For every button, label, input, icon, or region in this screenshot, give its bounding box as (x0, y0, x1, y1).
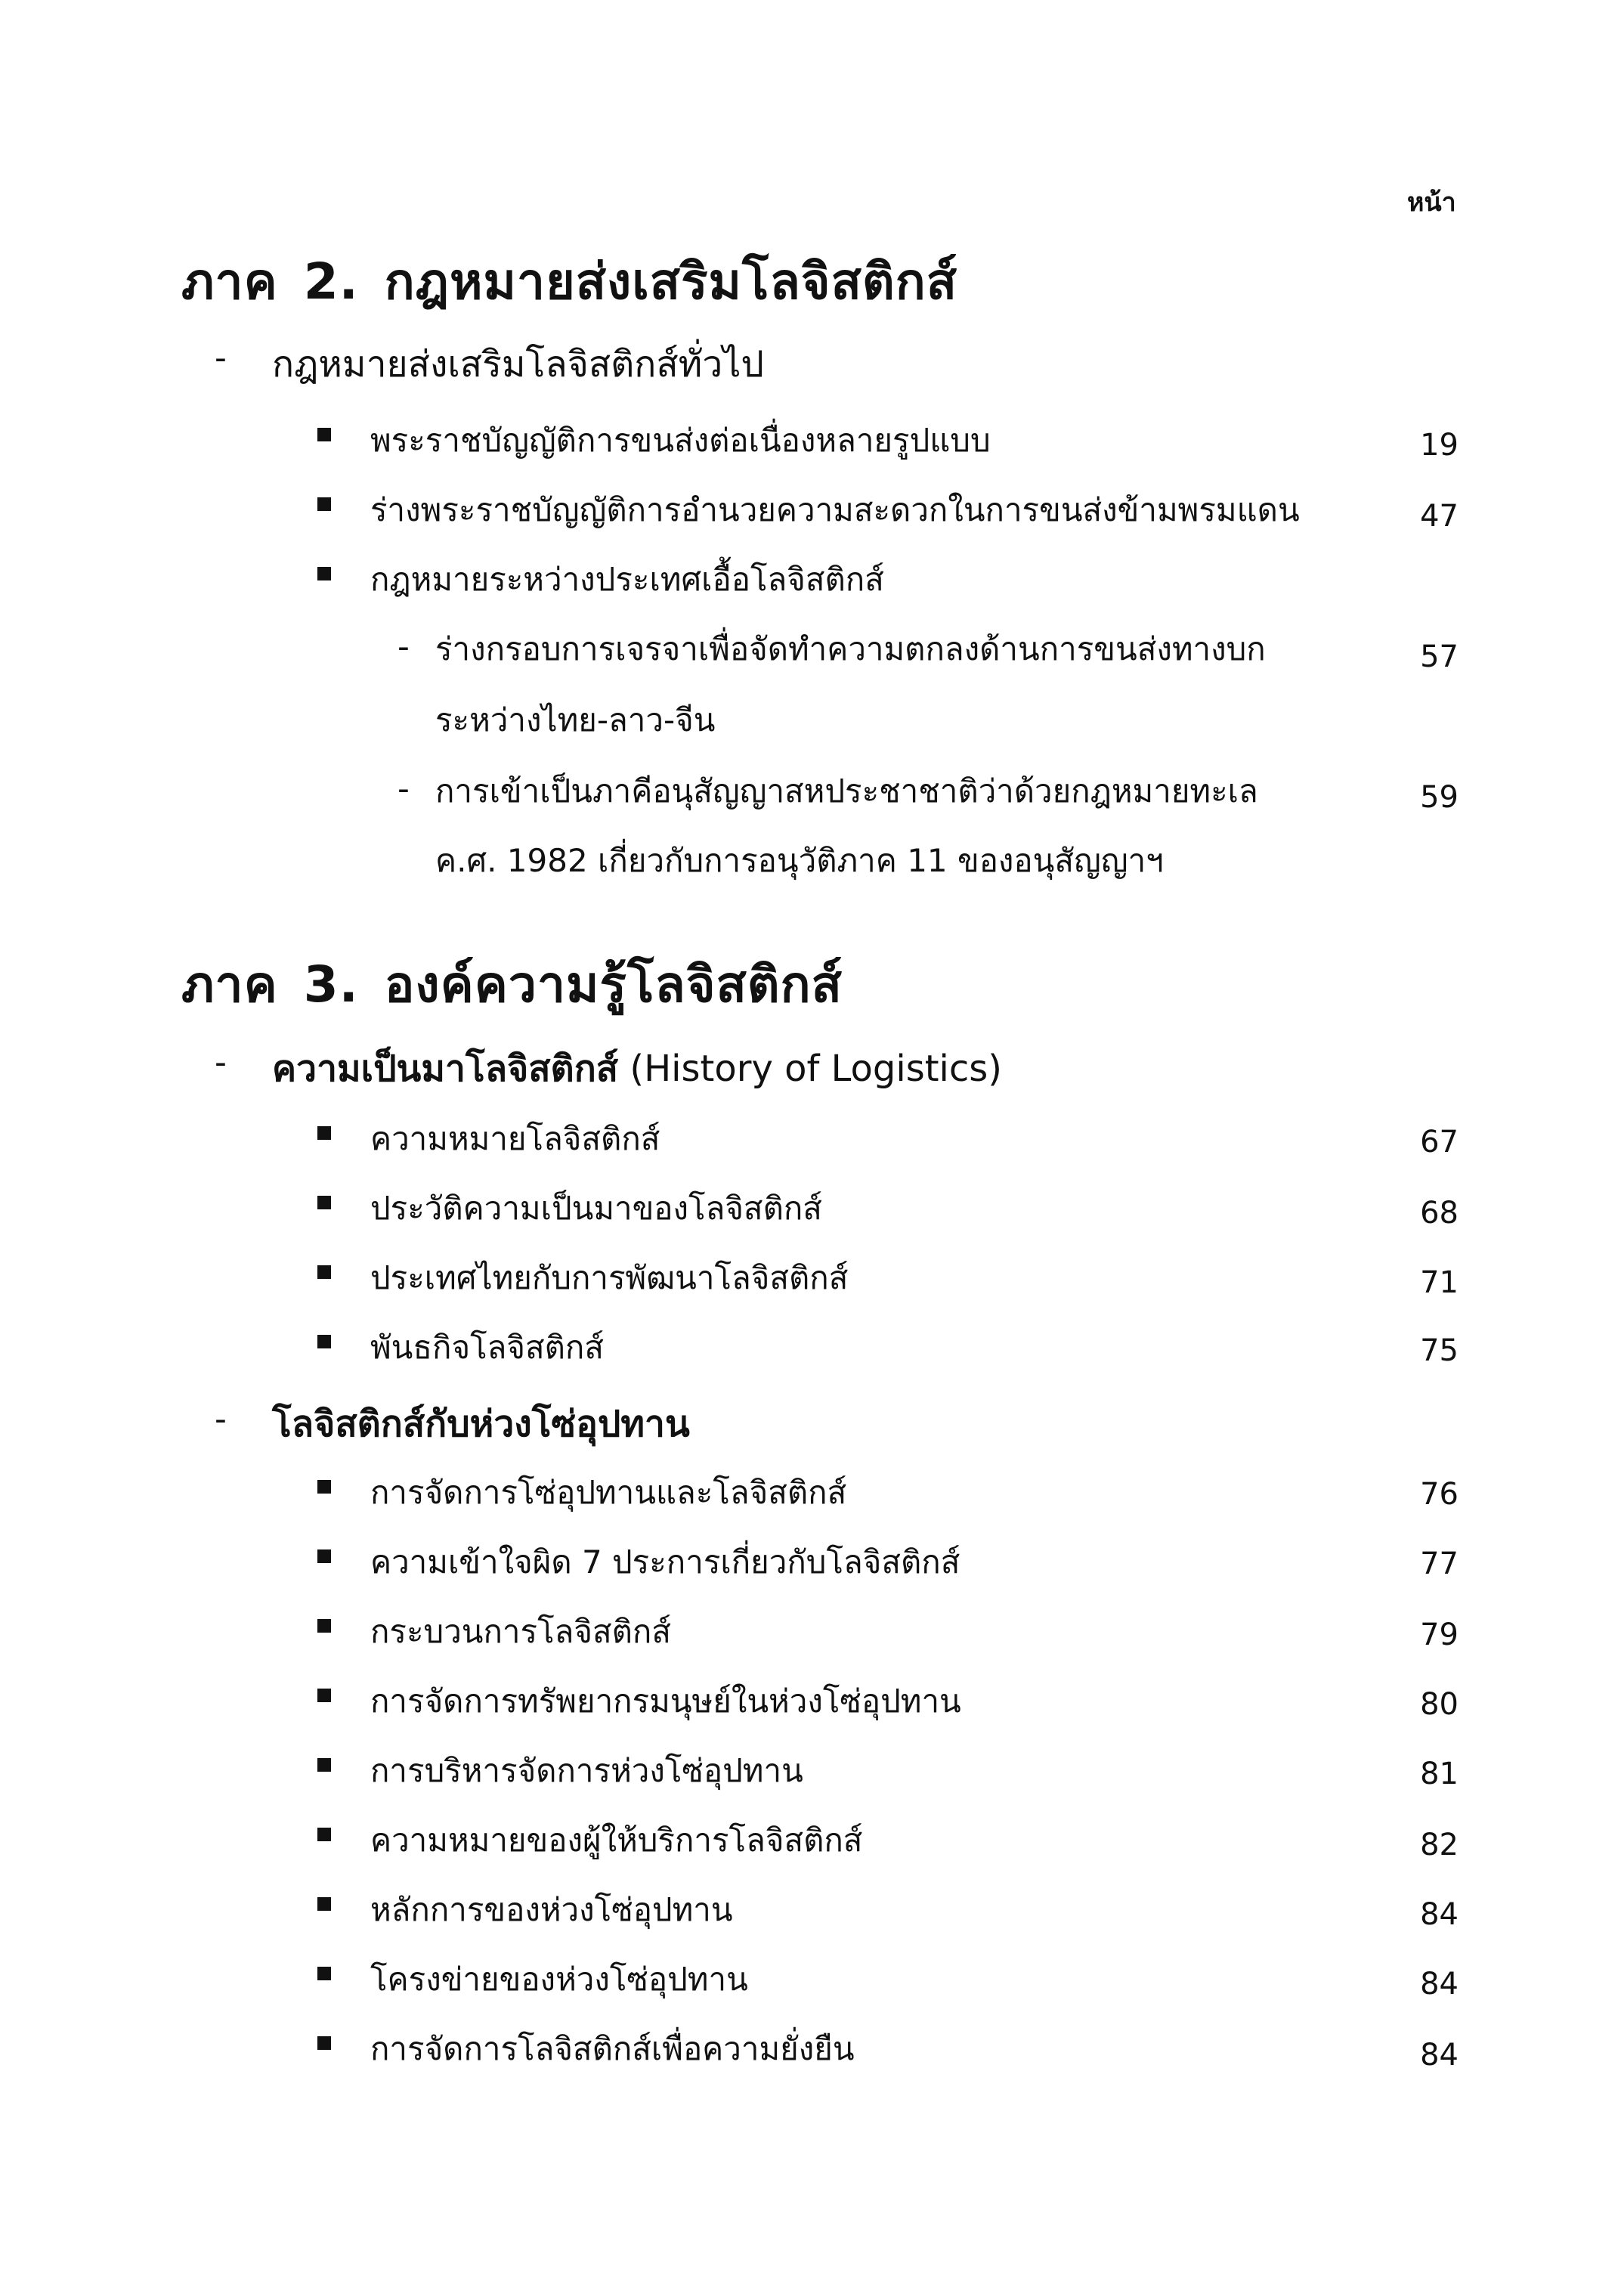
toc-entry[interactable]: ประเทศไทยกับการพัฒนาโลจิสติกส์ (370, 1259, 849, 1296)
toc-sub-entry-line1[interactable]: ร่างกรอบการเจรจาเพื่อจัดทำความตกลงด้านการขนส่งทางบก (435, 630, 1266, 667)
page-number: 57 (1420, 639, 1459, 674)
toc-sub-entry-line2[interactable]: ค.ศ. 1982 เกี่ยวกับการอนุวัติภาค 11 ของอนุสัญญาฯ (435, 842, 1164, 879)
sub-entry-dash: - (397, 769, 410, 808)
toc-entry[interactable]: ประวัติความเป็นมาของโลจิสติกส์ (370, 1190, 822, 1227)
page-number: 79 (1420, 1618, 1459, 1652)
section-dash: - (215, 1043, 227, 1082)
part-title: กฎหมายส่งเสริมโลจิสติกส์ (384, 252, 957, 311)
part-3-heading (181, 945, 843, 1024)
toc-entry[interactable]: ความหมายของผู้ให้บริการโลจิสติกส์ (370, 1822, 863, 1859)
square-bullet-icon (317, 1897, 331, 1911)
square-bullet-icon (317, 1196, 331, 1209)
toc-entry[interactable]: การบริหารจัดการห่วงโซ่อุปทาน (370, 1752, 803, 1789)
square-bullet-icon (317, 1265, 331, 1279)
toc-sub-entry-line2[interactable]: ระหว่างไทย-ลาว-จีน (435, 701, 716, 738)
section-title: กฎหมายส่งเสริมโลจิสติกส์ทั่วไป (272, 343, 764, 385)
square-bullet-icon (317, 1758, 331, 1772)
section-title-bold: ความเป็นมาโลจิสติกส์ (272, 1048, 619, 1090)
part-number: 3. (303, 955, 359, 1014)
page-number: 84 (1420, 1897, 1459, 1932)
section-title (272, 1040, 1002, 1097)
page-number: 82 (1420, 1828, 1459, 1862)
page-number: 67 (1420, 1125, 1459, 1159)
square-bullet-icon (317, 2036, 331, 2050)
page-number: 84 (1420, 2038, 1459, 2073)
part-title: องค์ความรู้โลจิสติกส์ (384, 955, 843, 1014)
toc-entry[interactable]: หลักการของห่วงโซ่อุปทาน (370, 1891, 733, 1928)
square-bullet-icon (317, 1689, 331, 1702)
square-bullet-icon (317, 428, 331, 441)
toc-entry[interactable]: โครงข่ายของห่วงโซ่อุปทาน (370, 1961, 748, 1998)
toc-entry[interactable]: การจัดการโลจิสติกส์เพื่อความยั่งยืน (370, 2030, 855, 2067)
square-bullet-icon (317, 1619, 331, 1633)
page-number: 80 (1420, 1687, 1459, 1722)
section-title: โลจิสติกส์กับห่วงโซ่อุปทาน (272, 1403, 690, 1445)
part-2-heading (181, 242, 957, 321)
sub-entry-dash: - (397, 627, 410, 666)
toc-entry[interactable]: ร่างพระราชบัญญัติการอำนวยความสะดวกในการขนส่งข้ามพรมแดน (370, 491, 1300, 528)
square-bullet-icon (317, 1126, 331, 1140)
square-bullet-icon (317, 1549, 331, 1563)
page-number: 75 (1420, 1333, 1459, 1368)
toc-entry[interactable]: กฎหมายระหว่างประเทศเอื้อโลจิสติกส์ (370, 561, 884, 598)
toc-entry[interactable]: พันธกิจโลจิสติกส์ (370, 1329, 604, 1366)
toc-entry[interactable]: การจัดการโซ่อุปทานและโลจิสติกส์ (370, 1474, 847, 1511)
page-number: 76 (1420, 1477, 1459, 1512)
page-number: 77 (1420, 1546, 1459, 1581)
page-column-label: หน้า (1407, 187, 1456, 218)
toc-entry[interactable]: ความหมายโลจิสติกส์ (370, 1120, 660, 1157)
square-bullet-icon (317, 567, 331, 580)
square-bullet-icon (317, 1967, 331, 1980)
page-number: 19 (1420, 428, 1459, 463)
page-number: 59 (1420, 780, 1459, 815)
part-prefix: ภาค (181, 955, 278, 1014)
page-number: 84 (1420, 1967, 1459, 2001)
toc-entry[interactable]: การจัดการทรัพยากรมนุษย์ในห่วงโซ่อุปทาน (370, 1683, 961, 1720)
square-bullet-icon (317, 497, 331, 511)
toc-entry[interactable]: ความเข้าใจผิด 7 ประการเกี่ยวกับโลจิสติกส์ (370, 1543, 960, 1580)
toc-sub-entry-line1[interactable]: การเข้าเป็นภาคีอนุสัญญาสหประชาชาติว่าด้วยกฎหมายทะเล (435, 772, 1258, 810)
square-bullet-icon (317, 1480, 331, 1494)
page-number: 81 (1420, 1757, 1459, 1791)
page-number: 47 (1420, 499, 1459, 534)
section-title-english: (History of Logistics) (618, 1048, 1002, 1090)
toc-entry[interactable]: พระราชบัญญัติการขนส่งต่อเนื่องหลายรูปแบบ (370, 422, 991, 459)
section-dash: - (215, 339, 227, 377)
square-bullet-icon (317, 1828, 331, 1841)
square-bullet-icon (317, 1335, 331, 1348)
page-number: 71 (1420, 1265, 1459, 1300)
part-number: 2. (303, 252, 359, 311)
section-dash: - (215, 1400, 227, 1438)
page-number: 68 (1420, 1196, 1459, 1231)
toc-entry[interactable]: กระบวนการโลจิสติกส์ (370, 1613, 671, 1650)
part-prefix: ภาค (181, 252, 278, 311)
